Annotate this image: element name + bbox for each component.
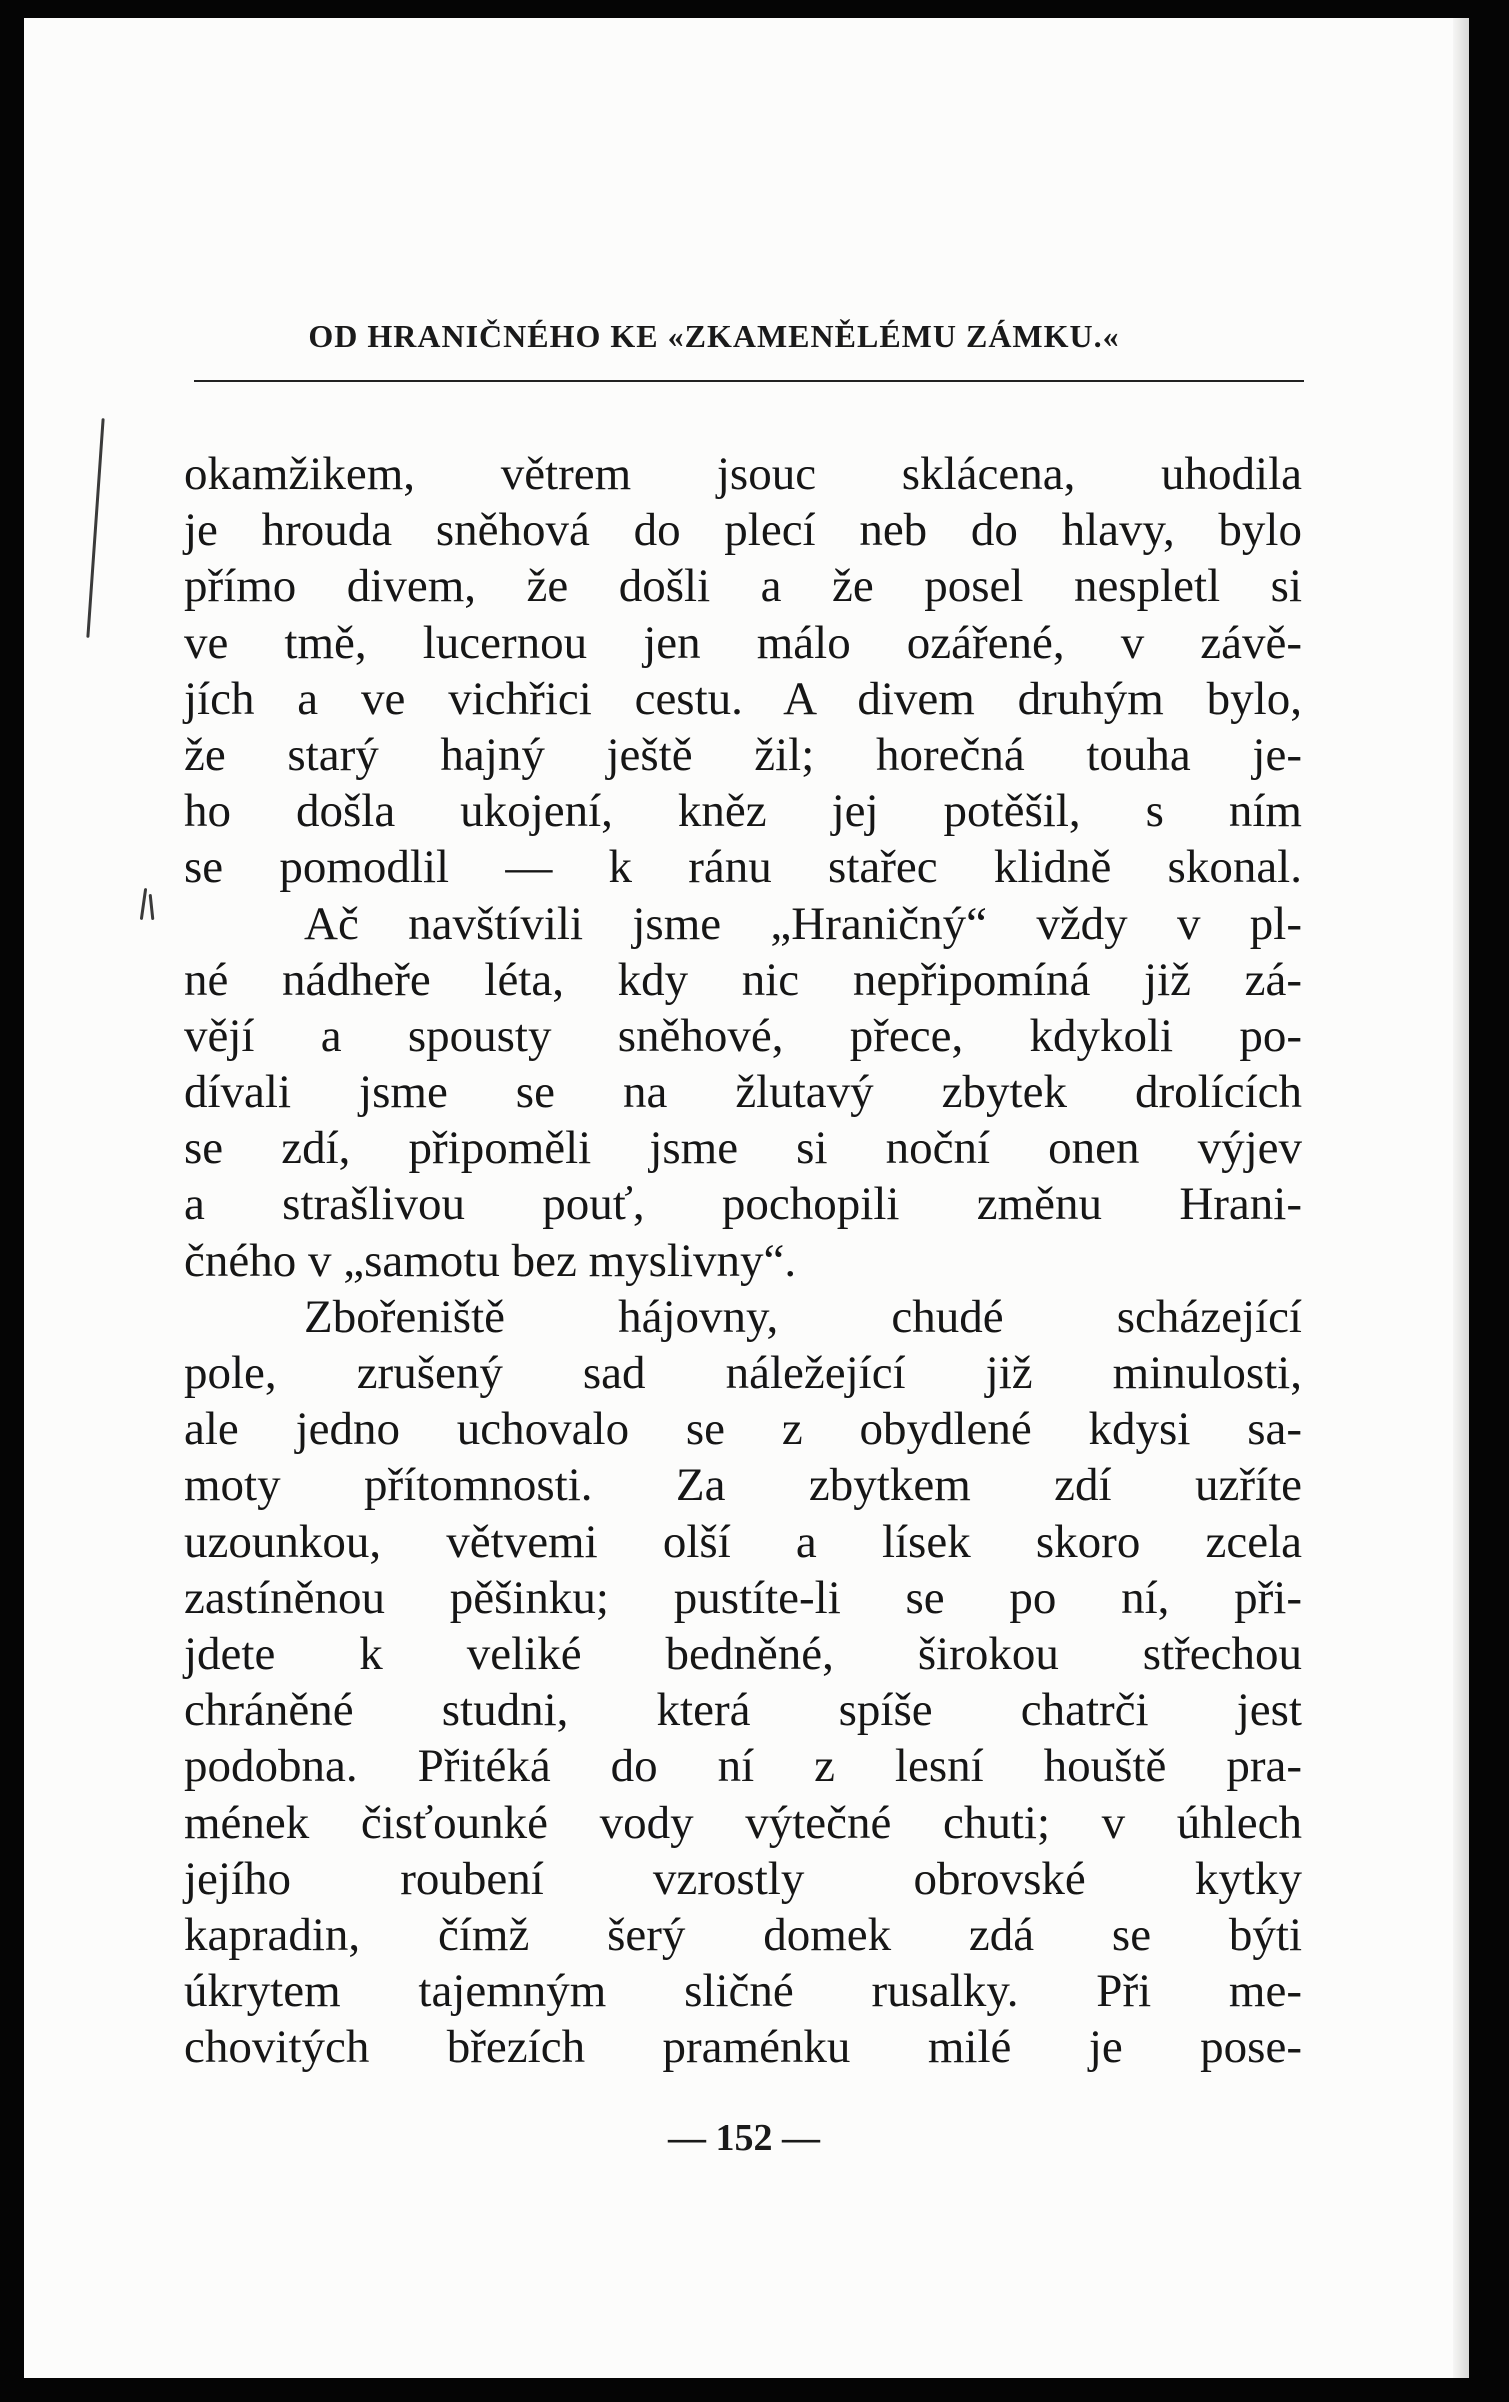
text-line: a strašlivou pouť, pochopili změnu Hrani- [184,1178,1302,1231]
text-line: podobna. Přitéká do ní z lesní houště pra- [184,1740,1302,1793]
text-line: přímo divem, že došli a že posel nespletl si [184,560,1302,613]
margin-pencil-mark [149,894,155,920]
text-line: je hrouda sněhová do plecí neb do hlavy, bylo [184,504,1302,557]
page-edge-shadow [1453,18,1469,2378]
text-line: Zbořeniště hájovny, chudé scházející [304,1290,1302,1343]
text-line: chráněné studni, která spíše chatrči jest [184,1684,1302,1737]
margin-pencil-mark [86,418,104,638]
text-line: se pomodlil — k ránu stařec klidně skonal. [184,841,1302,894]
running-head: OD HRANIČNÉHO KE «ZKAMENĚLÉMU ZÁMKU.« [308,318,1120,354]
margin-pencil-mark [140,888,147,920]
text-line: Ač navštívili jsme „Hraničný“ vždy v pl- [304,897,1302,950]
text-line: že starý hajný ještě žil; horečná touha je- [184,728,1302,781]
text-line: ho došla ukojení, kněz jej potěšil, s ním [184,785,1302,838]
text-line: né nádheře léta, kdy nic nepřipomíná již zá- [184,953,1302,1006]
text-line: jích a ve vichřici cestu. A divem druhým bylo, [184,672,1302,725]
text-line: jejího roubení vzrostly obrovské kytky [184,1852,1302,1905]
text-line: dívali jsme se na žlutavý zbytek drolících [184,1066,1302,1119]
body-text [184,446,1302,2075]
text-line: čného v „samotu bez myslivny“. [184,1234,797,1287]
text-line: chovitých březích praménku milé je pose- [184,2021,1302,2074]
text-line: mének čisťounké vody výtečné chuti; v úhlech [184,1796,1302,1849]
book-page [24,18,1469,2378]
text-line: okamžikem, větrem jsouc sklácena, uhodila [184,448,1302,500]
text-line: jdete k veliké bedněné, širokou střechou [184,1627,1302,1680]
header-rule [194,380,1304,382]
text-line: uzounkou, větvemi olší a lísek skoro zcela [184,1515,1302,1568]
text-line: moty přítomnosti. Za zbytkem zdí uzříte [184,1459,1302,1512]
text-line: pole, zrušený sad náležející již minulosti, [184,1347,1302,1399]
text-line: ve tmě, lucernou jen málo ozářené, v závě- [184,616,1302,669]
text-line: zastíněnou pěšinku; pustíte-li se po ní, při- [184,1571,1302,1624]
text-line: vějí a spousty sněhové, přece, kdykoli po- [184,1009,1302,1062]
text-line: ale jedno uchovalo se z obydlené kdysi sa- [184,1403,1302,1456]
text-line: úkrytem tajemným sličné rusalky. Při me- [184,1965,1302,2018]
text-line: kapradin, čímž šerý domek zdá se býti [184,1908,1302,1961]
text-line: se zdí, připoměli jsme si noční onen výjev [184,1122,1302,1175]
page-number: — 152 — [668,2117,820,2159]
